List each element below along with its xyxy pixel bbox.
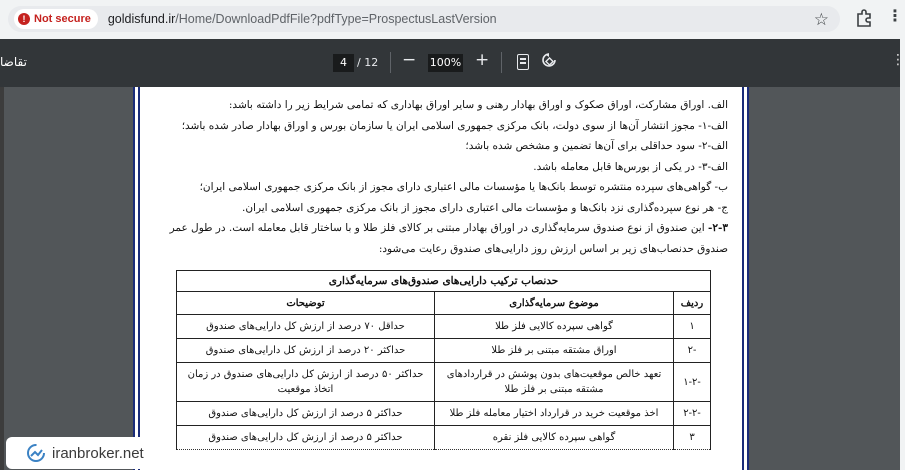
row-topic: گواهی سپرده کالایی فلز طلا (435, 315, 674, 339)
url-text[interactable] (108, 12, 497, 26)
warning-icon: ! (18, 13, 30, 25)
table-row (177, 339, 711, 363)
text-line: صندوق حدنصاب‌های زیر بر اساس ارزش روز دارایی‌های صندوق رعایت می‌شود: (378, 242, 728, 255)
clause-line (168, 218, 728, 239)
iranbroker-watermark (6, 437, 164, 469)
page-count (357, 56, 378, 69)
pdf-toolbar (0, 39, 905, 87)
row-number: -۱-۲ (674, 363, 711, 402)
row-description: حداکثر ۵ درصد از ارزش کل دارایی‌های صندوق (177, 426, 435, 450)
text-line: الف-۲- سود حداقلی برای آن‌ها تضمین و مشخص شده باشد؛ (465, 140, 728, 152)
text-line: ج- هر نوع سپرده‌گذاری نزد بانک‌ها و مؤسسات مالی اعتباری دارای مجوز از بانک مرکزی جمهوری اسلامی ایران. (241, 201, 728, 214)
clause-text: این صندوق از نوع صندوق سرمایه‌گذاری در اوراق بهادار مبتنی بر کالای فلز طلا و با ساختار قابل معامله است. در طول عمر (169, 222, 708, 234)
text-line: الف-۱- مجوز انتشار آن‌ها از سوی دولت، بانک مرکزی جمهوری اسلامی ایران یا سازمان بورس و اوراق بهادار صادر شده باشد؛ (181, 119, 728, 132)
iranbroker-logo-icon (26, 443, 46, 463)
row-description: حداکثر ۵ درصد از ارزش کل دارایی‌های صندوق (177, 402, 435, 426)
row-topic: تعهد خالص موقعیت‌های بدون پوشش در قراردادهای مشتقه مبتنی بر فلز طلا (435, 363, 674, 402)
row-number: ۱ (674, 315, 711, 339)
document-title: تقاضا (0, 55, 27, 69)
text-line: الف-۳- در یکی از بورس‌ها قابل معامله باشد. (533, 160, 728, 173)
row-number: -۲-۲ (674, 402, 711, 426)
viewer-edge (0, 87, 4, 470)
table-row (177, 402, 711, 426)
row-topic: اخذ موقعیت خرید در قرارداد اختیار معامله فلز طلا (435, 402, 674, 426)
text-line: ب- گواهی‌های سپرده منتشره توسط بانک‌ها یا مؤسسات مالی اعتباری دارای مجوز از بانک مرکزی جمهوری اسلامی ایران؛ (199, 181, 728, 193)
address-bar[interactable] (8, 6, 840, 32)
row-description: حداقل ۷۰ درصد از ارزش کل دارایی‌های صندوق (177, 315, 435, 339)
extensions-icon[interactable] (856, 9, 872, 27)
url-host: goldisfund.ir (107, 12, 176, 26)
table-row (177, 315, 711, 339)
row-number: ۳ (674, 426, 711, 450)
table-caption: حدنصاب ترکیب دارایی‌های صندوق‌های سرمایه‌گذاری (177, 271, 711, 292)
row-number: -۲ (674, 339, 711, 363)
table-row (177, 426, 711, 450)
page-separator: / (357, 56, 361, 69)
clause-number: ۲-۳- (708, 222, 728, 234)
header-description: توضیحات (177, 292, 435, 315)
text-line: الف. اوراق مشارکت، اوراق صکوک و اوراق بهادار رهنی و سایر اوراق بهاداری که تمامی شرایط زیر را داشته باشد: (228, 99, 728, 111)
row-description: حداکثر ۵۰ درصد از ارزش کل دارایی‌های صندوق در زمان اتخاذ موقعیت (177, 363, 435, 402)
bookmark-star-icon[interactable]: ☆ (813, 10, 829, 30)
zoom-in-button[interactable]: + (475, 50, 490, 70)
rotate-icon[interactable] (541, 52, 557, 68)
browser-chrome (0, 0, 903, 39)
allocation-table (176, 270, 711, 450)
zoom-out-button[interactable]: − (402, 50, 417, 70)
pdf-viewer[interactable] (0, 87, 900, 470)
security-label: Not secure (34, 13, 91, 25)
total-pages: 12 (364, 56, 379, 69)
security-indicator[interactable] (14, 9, 98, 29)
browser-menu-icon[interactable]: ⋮ (887, 6, 903, 25)
pdf-page (133, 87, 749, 470)
url-path: /Home/DownloadPdfFile?pdfType=ProspectusLastVersion (175, 12, 497, 26)
watermark-text: iranbroker.net (52, 444, 144, 462)
page-text (168, 95, 728, 259)
row-topic: اوراق مشتقه مبتنی بر فلز طلا (435, 339, 674, 363)
header-row-number: ردیف (674, 292, 711, 315)
toolbar-divider (501, 52, 502, 73)
table-row (177, 363, 711, 402)
row-topic: گواهی سپرده کالایی فلز نقره (435, 426, 674, 450)
fit-page-icon[interactable] (517, 54, 529, 70)
row-description: حداکثر ۲۰ درصد از ارزش کل دارایی‌های صندوق (177, 339, 435, 363)
header-topic: موضوع سرمایه‌گذاری (435, 292, 674, 315)
toolbar-divider (390, 52, 391, 73)
more-actions-icon[interactable]: ⋮ (891, 52, 905, 68)
zoom-level-input[interactable]: 100% (428, 54, 463, 72)
page-number-input[interactable]: 4 (333, 54, 354, 72)
